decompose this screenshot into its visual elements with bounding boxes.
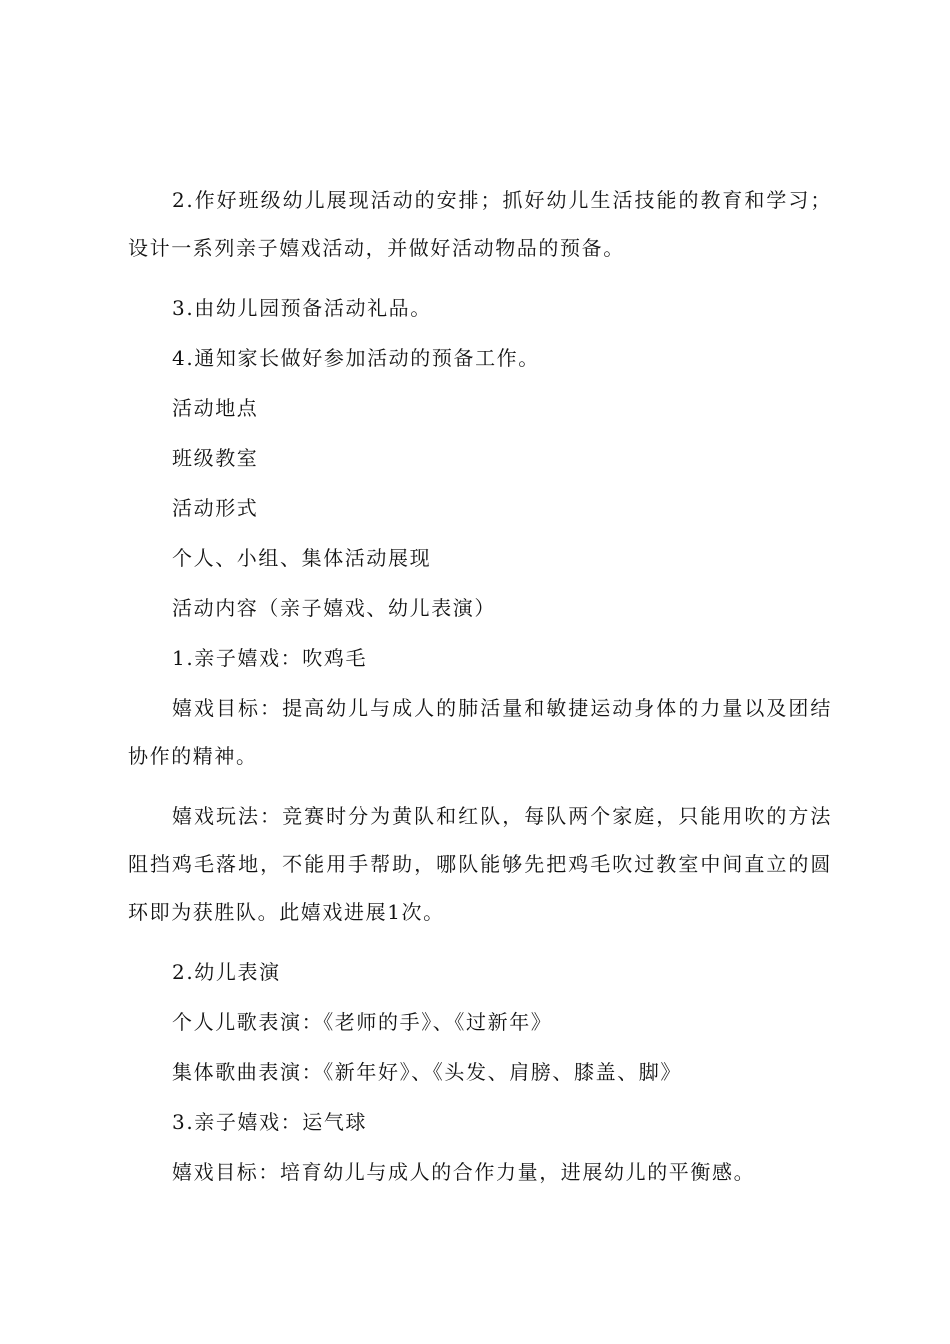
heading-game-3: 3.亲子嬉戏：运气球 <box>172 1110 368 1134</box>
paragraph-solo-performance: 个人儿歌表演：《老师的手》、《过新年》 <box>172 1010 553 1034</box>
heading-activity-location: 活动地点 <box>172 396 259 420</box>
heading-activity-content: 活动内容（亲子嬉戏、幼儿表演） <box>172 596 496 620</box>
paragraph-format: 个人、小组、集体活动展现 <box>172 546 432 570</box>
paragraph-game-1-rules: 嬉戏玩法：竞赛时分为黄队和红队，每队两个家庭，只能用吹的方法阻挡鸡毛落地，不能用手帮助，哪队能够先把鸡毛吹过教室中间直立的圆环即为获胜队。此嬉戏进展1次。 <box>128 804 832 924</box>
paragraph-location: 班级教室 <box>172 446 259 470</box>
paragraph-preparation-3: 3.由幼儿园预备活动礼品。 <box>172 296 432 320</box>
paragraph-group-performance: 集体歌曲表演：《新年好》、《头发、肩膀、膝盖、脚》 <box>172 1060 682 1084</box>
heading-game-1: 1.亲子嬉戏：吹鸡毛 <box>172 646 368 670</box>
paragraph-preparation-2: 2.作好班级幼儿展现活动的安排；抓好幼儿生活技能的教育和学习；设计一系列亲子嬉戏活动，并做好活动物品的预备。 <box>128 188 832 260</box>
heading-activity-format: 活动形式 <box>172 496 259 520</box>
paragraph-game-3-goal: 嬉戏目标：培育幼儿与成人的合作力量，进展幼儿的平衡感。 <box>172 1160 756 1184</box>
heading-performance: 2.幼儿表演 <box>172 960 281 984</box>
paragraph-preparation-4: 4.通知家长做好参加活动的预备工作。 <box>172 346 540 370</box>
document-body <box>128 186 832 1208</box>
paragraph-game-1-goal: 嬉戏目标：提高幼儿与成人的肺活量和敏捷运动身体的力量以及团结协作的精神。 <box>128 696 832 768</box>
